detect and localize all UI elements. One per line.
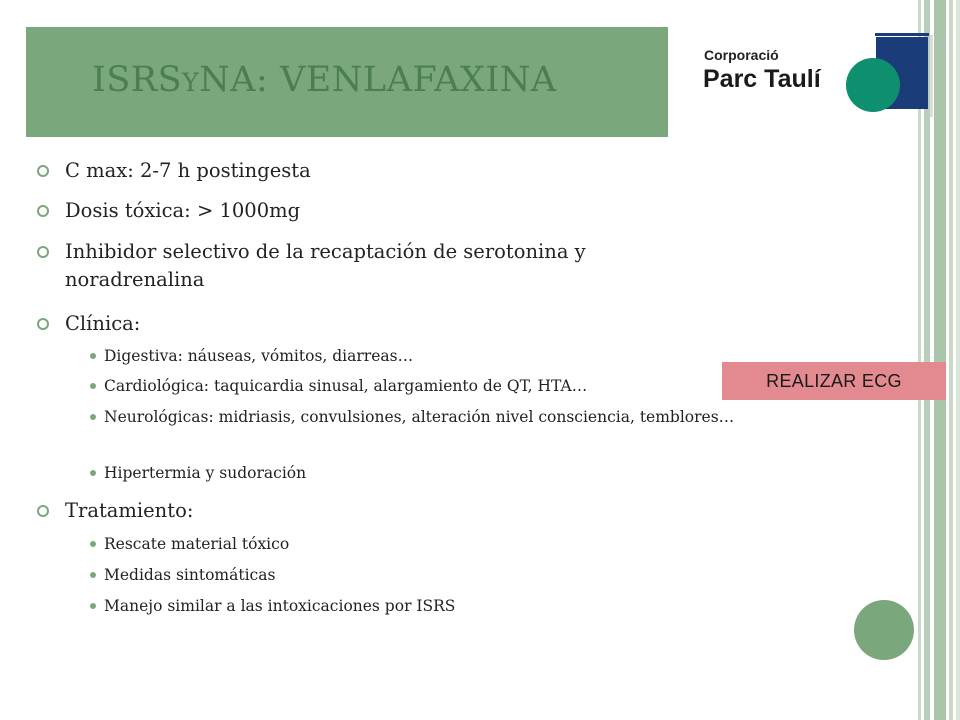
logo-teal-circle bbox=[846, 58, 900, 112]
decor-stripe bbox=[949, 0, 953, 720]
bullet-clinica: Clínica: bbox=[65, 310, 725, 338]
logo-divider bbox=[930, 35, 933, 117]
decor-stripe bbox=[934, 0, 946, 720]
sub-bullet-neurologicas: Neurológicas: midriasis, convulsiones, alteración nivel consciencia, temblores… bbox=[104, 407, 774, 428]
bullet-cmax: C max: 2-7 h postingesta bbox=[65, 157, 725, 185]
sub-bullet-cardiologica: Cardiológica: taquicardia sinusal, alargamiento de QT, HTA… bbox=[104, 376, 764, 397]
realizar-ecg-callout: REALIZAR ECG bbox=[722, 362, 946, 400]
bullet-inhibidor: Inhibidor selectivo de la recaptación de serotonina y noradrenalina bbox=[65, 238, 725, 294]
logo-blue-cap bbox=[875, 33, 929, 36]
bullet-tratamiento: Tratamiento: bbox=[65, 497, 725, 525]
bullet-dosis: Dosis tóxica: > 1000mg bbox=[65, 197, 725, 225]
sub-bullet-manejo: Manejo similar a las intoxicaciones por ISRS bbox=[104, 596, 764, 617]
sub-bullet-hipertermia: Hipertermia y sudoración bbox=[104, 463, 764, 484]
sub-bullet-rescate: Rescate material tóxico bbox=[104, 534, 764, 555]
title-part-2: Y bbox=[182, 68, 200, 97]
decor-circle bbox=[854, 600, 914, 660]
title-part-1: ISRS bbox=[92, 60, 183, 100]
logo-text-parc-tauli: Parc Taulí bbox=[703, 65, 821, 93]
slide-title bbox=[92, 60, 557, 100]
decor-stripe bbox=[956, 0, 960, 720]
logo-text-corporacio: Corporació bbox=[704, 47, 779, 63]
sub-bullet-digestiva: Digestiva: náuseas, vómitos, diarreas… bbox=[104, 346, 764, 367]
sub-bullet-medidas: Medidas sintomáticas bbox=[104, 565, 764, 586]
logo-mark-icon bbox=[840, 33, 935, 118]
title-part-3: NA: VENLAFAXINA bbox=[199, 60, 557, 100]
